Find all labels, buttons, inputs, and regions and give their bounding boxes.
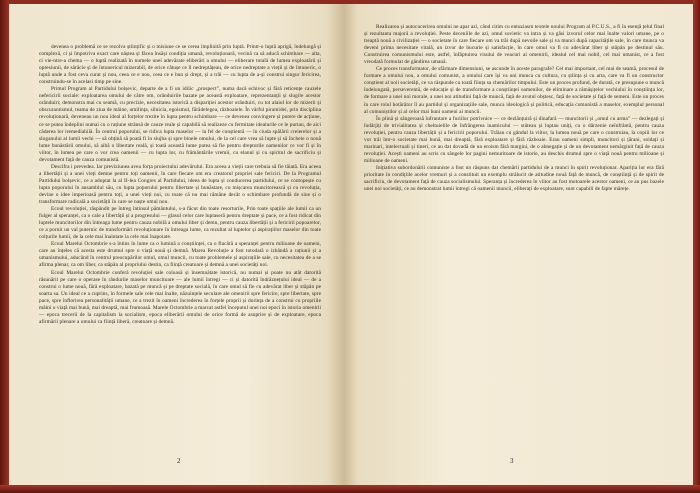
paragraph: Ecoul Marelui Octombrie s-a întins în lume ca o lumină a conștiinței, ca o flacără a speranței pentru milioane de oameni, care au înțeles că acesta este drumul spre o viață nouă și demnă. Marea Revoluție a fost totodată o izbândă a rațiunii și a umanismului, aducând în centrul preocupărilor omul, omul muncii, cu toate problemele și aspirațiile sale, cu necesitatea de a se afirma plenar, ca om liber, ca stăpân al propriului destin, ca ființă creatoare și demnă a unei societăți noi.: [39, 241, 321, 269]
left-page: [9, 4, 344, 485]
cover-edge-bottom: [0, 485, 700, 493]
paragraph: Descifra i prevedea. Iar previziunea avea forța proiectului adevărului. Era aceea a vieții care trebuia să fie tăiată. Era aceea a libertății și a unei vieți demne pentru toți oamenii, în care fiecare om era creatorul propriei sale fericiri. De la Programul Partidului bolșevic, ce a adoptat la al II-lea Congres al Partidului, ideea de lupta și conducerea partidului, ce se contopește cu lupta poporului în ansamblul său, cu lupta poporului pentru libertate și bunăstare, cu mișcarea muncitorească și cu revoluția, devine o idee imperioasă pentru toți, a unei vieți noi, cu toate că nu mai rămâne decât o schimbare profundă de sine și o transformare radicală a societății în care se naște omul nou.: [39, 163, 321, 206]
cover-edge-left: [0, 0, 9, 493]
page-number: 3: [510, 457, 514, 465]
paragraph: Ecoul revoluției, răspândit pe întreg întinsul pământului, s-a făcut din toate resorturile, Prin toate spațiile ale lumii ca un fulger al speranței, ca o cale a libertății și a progresului — glasul celor care luptaseră pentru dreptate și pace, ce a fost ridicat din luptele muncitorilor din întreaga lume pentru cauza nobilă a omului liber și demn, pentru cauza libertății și a fericirii popoarelor, ce a pornit un val puternic de transformări revoluționare în întreaga lume, ca rezultat al luptelor și aspirațiilor maselor din toate colțurile lumii, de la cele mai înaintate la cele mai înapoiate.: [39, 206, 321, 241]
paragraph: În plină și sângeroasă înfruntare a furiilor potrivnice — ce dezlănțuiră și dinafară — muncitorii și „omul cu arma” — dezlegați și îndârjiți de trivialitatea și cheltuielile de înfrângerea inamicului — stăteau și luptau uniți, cu o dârzenie neînfrântă, pentru cauza revoluției, pentru cauza libertății și a fericirii poporului. Trăiau cu gândul la viitor, la lumea nouă pe care o construiau, la copiii lor ce vor trăi într-o societate mai bună, mai dreaptă, fără exploatare și fără războaie. Erau oameni simpli, muncitori și țărani, soldați și marinari, intelectuali și tineri, ce au dat dovadă de un eroism fără margini, de o abnegație și de un devotament nemărginit față de cauza revoluției. Acești oameni au scris cu sângele lor pagini nemuritoare de istorie, au deschis drumul spre o viață nouă pentru milioane și milioane de oameni.: [364, 115, 664, 164]
paragraph: Inițiativa subordonării comuniste a fost un răspuns dat chemării partidului de a munci în spirit revoluționar. Apariția lor era fără prioritate în condițiile acelor vremuri și a constituit un exemplu strălucit de atitudine nouă față de muncă, de conștiință și de spirit de sacrificiu, de devotament față de cauza socialismului. Speranța și încrederea în viitor au fost motoarele acestor oameni, ce au pus bazele unei noi societăți, ce au demonstrat lumii întregi că oamenii muncii, eliberați de exploatare, sunt capabili de fapte mărețe.: [364, 164, 664, 193]
right-page-text: [364, 24, 664, 193]
cover-edge-right: [693, 0, 700, 493]
paragraph: Ce proces transformator, de sfărmare dimensiuni, se ascunde în aceste paragrafe? Cel mai important, cel mai de seamă, procesul de formare a omului nou, a omului comunist, a omului care își va uni munca cu cultura, cu știința și cu arta, care va fi un constructor conștient al noii societăți, ce va răspunde cu toată ființa sa chemărilor timpului. Este un proces profund, de durată, ce presupune o muncă îndelungată, perseverentă, de educație și de transformare a conștiinței oamenilor, de eliminare a rămășițelor vechiului în conștiința lor, de formare a unei noi morale, a unei noi atitudini față de muncă, față de avutul obștesc, față de societate și față de semeni. Este un proces în care rolul hotărâtor îl au partidul și organizațiile sale, munca ideologică și politică, educația comunistă a maselor, exemplul personal al comuniștilor și al celor mai buni oameni ai muncii.: [364, 66, 664, 115]
paragraph: devenea o problemă ce se rezolva științific și o misiune ce se cerea împlinită prin luptă. Printr-o luptă aprigă, îndelungă și complexă, ci și împotriva exact care năștea și făcea însăși condiția umană, revoluționară, vecină ca să aducă schimbare — alta, ci vie-ntre-a chema — o luptă realizată în numele unei adevărate eliberări a omului — eliberare totală de lumea exploatării și opresiunii, de sărăcie și de întunericul mizerabil, de orice cătușe ce îl nedreptățeau, de orice nedreptate a vieții și de întuneric, o luptă unde a fost ceva curat și nou, ceea ce e nou, ceea ce e bun și drept, și a trăi — cu lupta de a-și construi singur fericirea, construindu-se în acelasi timp pe sine.: [39, 44, 321, 86]
page-number: 2: [177, 457, 181, 465]
left-page-text: [39, 44, 321, 326]
right-page: [344, 4, 693, 485]
paragraph: Ecoul Marelui Octombrie conferă revoluției sale coloasă și însemnătate istorică, nu numai și poate nu atât datorită răsunării pe care o operase în rândurile maselor muncitoare — ale lumii întregi — ci și datorită îndrăznețului ideal — de a construi o lume nouă, fără exploatare, bazată pe muncă și pe dreptate socială, în care omul să fie cu adevărat liber și stăpân pe soarta sa. Un ideal ce a cuprins, în formele sale cele mai înalte, năzuințele seculare ale omenirii spre fericire, spre libertate, spre pace, spre înflorirea personalității umane, ce a trezit în oameni încrederea în forțele proprii și dorința de a construi cu propriile mâini o viață mai bună, mai dreaptă, mai frumoasă. Marele Octombrie a marcat astfel începutul unei noi epoci în istoria omenirii — epoca trecerii de la capitalism la socialism, epoca eliberării omului de orice formă de asuprire și de exploatare, epoca afirmării plenare a omului ca ființă liberă, creatoare și demnă.: [39, 269, 321, 325]
paragraph: Primul Program al Partidului bolșevic, departe de a fi un idilic „prospect”, numa dacă echivoc și fără reticențe cauzele nefericirii sociale: exploatarea omului de către om, orânduirile bazate pe această exploatare, reprezentanții și slugile acestor orânduiri; demonstra mai cu seamă, cu precizie, necesitatea istorică a dispariției acestor orânduiri, cu tot alaiul lor de mizerii și obscurantismul, teama de ziua de mâine, umilința, silnicia, egoismul, fărădelegea, războaiele. În vârful piramidei, prin disciplina revoluționară, deveneau un nou ideal al forțelor trezite în lupta pentru schimbare — ce devenea convingere și putere de acțiune, ce se putea îndeplini numai cu o rațiune strânsă de cauze reale și capabilă să realizeze cu fermitate idealurile ce le purtau, de aici căderea lor iremediabilă. În centrul poporului, se ridica lupta maselor — la fel de conștientă — în ciuda spălării creierelor și a sloganului al lumii vechi — să obțină să poată fi în slujba și spre binele omului, de la cel care vrea să lupte și să încheie o nouă lume bunăstării omului, să aibă o libertate reală, și toată această lume putea să fie pentru drepturile oamenilor ce vor fi și în viitor, în lumea pe care o vor crea oamenii — cu lupta lor, cu frământările vremii, cu elanul și cu spiritul de sacrificiu și devotament față de cauza comunistă.: [39, 86, 321, 163]
paragraph: Realizarea și autocucerirea omului ne apar azi, când citim cu entuziasm textele noului Program al P.C.U.S., a fi în esență țelul final și rezultanta majoră a revoluției. Peste deceniile de azi, omul sovietic va intra și va găsi izvorul celor mai înalte valori umane, pe o treaptă nouă a civilizației — o societate în care fiecare om va trăi după nevoile sale și va munci după capacitățile sale, în care munca va deveni prima necesitate vitală, un izvor de bucurie și satisfacție, în care omul va fi cu adevărat liber și stăpân pe destinul său. Construirea comunismului este, astfel, înfăptuirea visului de veacuri al omenirii, idealul cel mai nobil, cel mai umanist, ce a fost vreodată formulat de gândirea umană.: [364, 24, 664, 66]
